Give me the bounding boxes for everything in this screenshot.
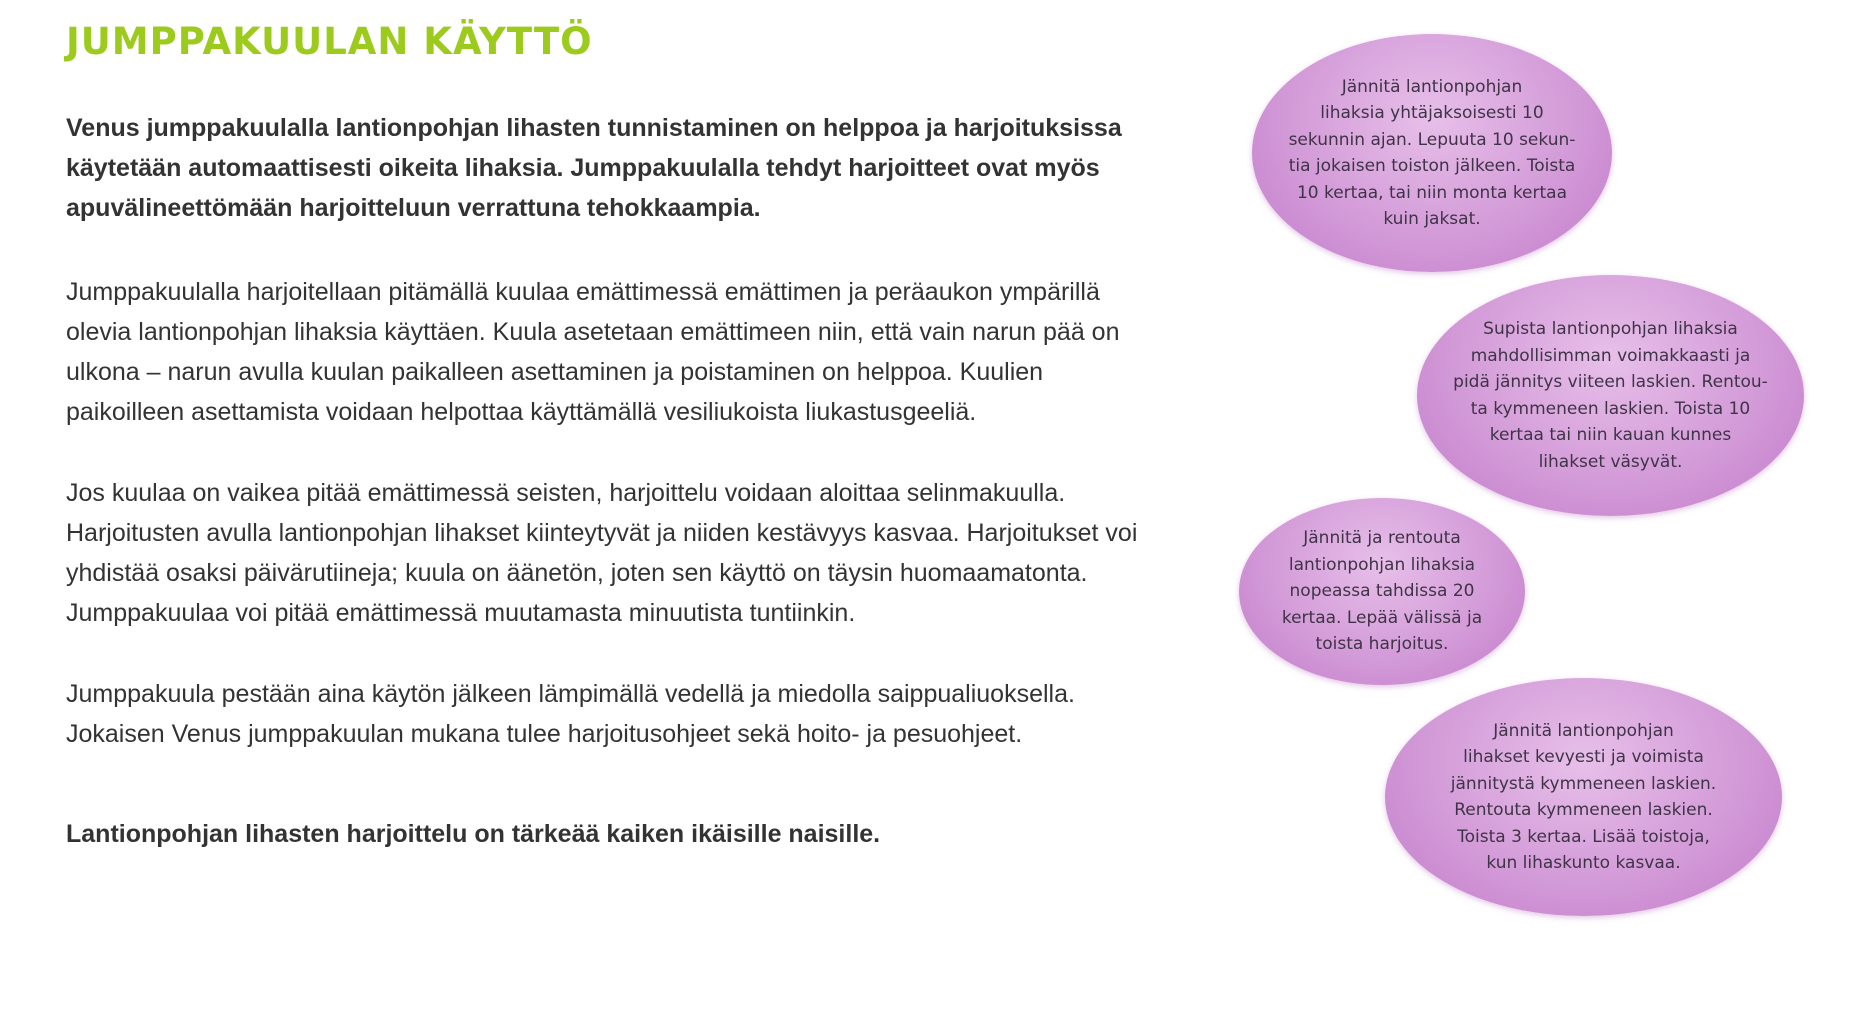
exercise-bubble-text: Supista lantionpohjan lihaksia mahdollisimman voimakkaasti ja pidä jännitys viiteen laskien. Rentou- ta kymmeneen laskien. Toista 10 kertaa tai niin kauan kunnes lihakset väsyvät.	[1453, 319, 1768, 472]
closing-statement: Lantionpohjan lihasten harjoittelu on tärkeää kaiken ikäisille naisille.	[66, 820, 881, 848]
page-title: JUMPPAKUULAN KÄYTTÖ	[66, 20, 593, 63]
exercise-bubble-2	[1417, 275, 1804, 516]
exercise-bubble-1	[1252, 34, 1612, 272]
paragraph-cleaning: Jumppakuula pestään aina käytön jälkeen lämpimällä vedellä ja miedolla saippualiuoksella. Jokaisen Venus jumppakuulan mukana tulee harjoitusohjeet sekä hoito- ja pesuohjeet.	[66, 680, 1075, 748]
article	[66, 16, 1146, 879]
exercise-bubble-4	[1385, 678, 1782, 916]
intro-paragraph: Venus jumppakuulalla lantionpohjan lihasten tunnistaminen on helppoa ja harjoituksissa käytetään automaattisesti oikeita lihaksia. Jumppakuulalla tehdyt harjoitteet ovat myös apuvälineettömään harjoitteluun verrattuna tehokkaampia.	[66, 114, 1122, 222]
paragraph-usage: Jumppakuulalla harjoitellaan pitämällä kuulaa emättimessä emättimen ja peräaukon ympärillä olevia lantionpohjan lihaksia käyttäen. Kuula asetetaan emättimeen niin, että vain narun pää on ulkona – narun avulla kuulan paikalleen asettaminen ja poistaminen on helppoa. Kuulien paikoilleen asettamista voidaan helpottaa käyttämällä vesiliukoista liukastusgeeliä.	[66, 278, 1120, 426]
exercise-bubble-text: Jännitä lantionpohjan lihakset kevyesti ja voimista jännitystä kymmeneen laskien. Rentouta kymmeneen laskien. Toista 3 kertaa. Lisää toistoja, kun lihaskunto kasvaa.	[1450, 720, 1717, 873]
exercise-bubble-3	[1239, 498, 1525, 685]
paragraph-position: Jos kuulaa on vaikea pitää emättimessä seisten, harjoittelu voidaan aloittaa selinmakuulla. Harjoitusten avulla lantionpohjan lihakset kiinteytyvät ja niiden kestävyys kasvaa. Harjoitukset voi yhdistää osaksi päivärutiineja; kuula on äänetön, joten sen käyttö on täysin huomaamatonta. Jumppakuulaa voi pitää emättimessä muutamasta minuutista tuntiinkin.	[66, 479, 1138, 627]
exercise-bubble-text: Jännitä ja rentouta lantionpohjan lihaksia nopeassa tahdissa 20 kertaa. Lepää välissä ja toista harjoitus.	[1281, 528, 1483, 655]
exercise-bubble-text: Jännitä lantionpohjan lihaksia yhtäjaksoisesti 10 sekunnin ajan. Lepuuta 10 sekun- tia jokaisen toiston jälkeen. Toista 10 kertaa, tai niin monta kertaa kuin jaksat.	[1288, 76, 1576, 229]
